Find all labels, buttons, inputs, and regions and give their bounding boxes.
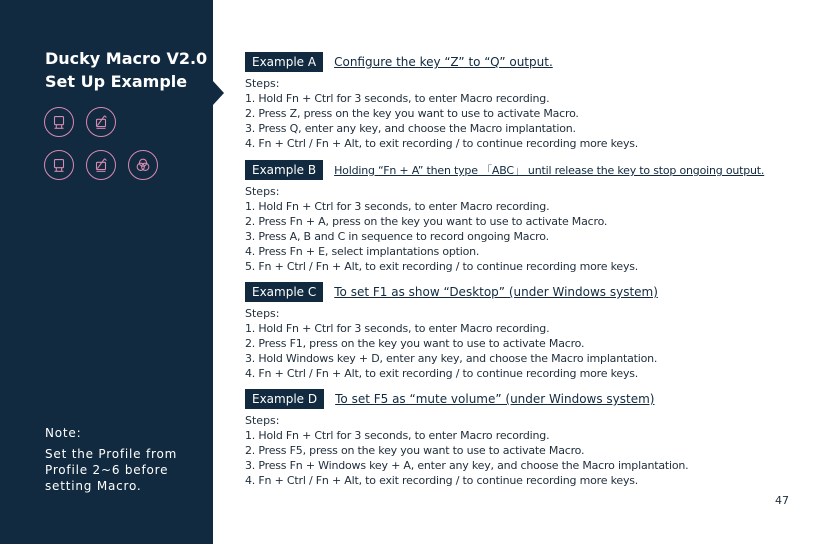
example-title: Holding “Fn + A” then type 「ABC」 until release the key to stop ongoing output. (334, 164, 765, 177)
steps-label: Steps: (245, 414, 280, 427)
step: 2. Press Fn + A, press on the key you want to use to activate Macro. (245, 215, 608, 228)
steps-label: Steps: (245, 77, 280, 90)
icon-row-2 (44, 150, 158, 180)
step: 2. Press Z, press on the key you want to use to activate Macro. (245, 107, 579, 120)
steps-label: Steps: (245, 185, 280, 198)
step: 1. Hold Fn + Ctrl for 3 seconds, to enter Macro recording. (245, 429, 550, 442)
example-title: To set F5 as “mute volume” (under Windows system) (335, 392, 655, 406)
color-circles-icon (128, 150, 158, 180)
step: 4. Press Fn + E, select implantations option. (245, 245, 480, 258)
note-line: Set the Profile from (45, 447, 178, 461)
note-line: setting Macro. (45, 479, 142, 493)
step: 3. Press Q, enter any key, and choose the Macro implantation. (245, 122, 576, 135)
pen-keycap-icon (86, 150, 116, 180)
note-title: Note: (45, 426, 82, 440)
step: 3. Press A, B and C in sequence to record ongoing Macro. (245, 230, 549, 243)
steps-list (245, 321, 658, 381)
example-b (245, 160, 764, 274)
title-line-1: Ducky Macro V2.0 (45, 49, 208, 68)
example-title: Configure the key “Z” to “Q” output. (334, 55, 553, 69)
icon-row-1 (44, 107, 116, 137)
page-number: 47 (775, 494, 789, 507)
title-line-2: Set Up Example (45, 72, 188, 91)
sidebar (0, 0, 213, 544)
example-label: Example C (245, 282, 323, 302)
step: 3. Hold Windows key + D, enter any key, and choose the Macro implantation. (245, 352, 658, 365)
example-title: To set F1 as show “Desktop” (under Windows system) (334, 285, 658, 299)
example-c (245, 282, 658, 381)
page-title (45, 47, 207, 93)
step: 4. Fn + Ctrl / Fn + Alt, to exit recording / to continue recording more keys. (245, 137, 639, 150)
keycap-icon (44, 150, 74, 180)
step: 2. Press F5, press on the key you want to use to activate Macro. (245, 444, 585, 457)
note (45, 425, 205, 494)
step: 5. Fn + Ctrl / Fn + Alt, to exit recording / to continue recording more keys. (245, 260, 639, 273)
step: 3. Press Fn + Windows key + A, enter any key, and choose the Macro implantation. (245, 459, 689, 472)
step: 4. Fn + Ctrl / Fn + Alt, to exit recording / to continue recording more keys. (245, 474, 639, 487)
steps-list (245, 91, 638, 151)
note-text (45, 446, 205, 494)
step: 4. Fn + Ctrl / Fn + Alt, to exit recording / to continue recording more keys. (245, 367, 639, 380)
note-line: Profile 2~6 before (45, 463, 169, 477)
steps-list (245, 428, 688, 488)
step: 1. Hold Fn + Ctrl for 3 seconds, to enter Macro recording. (245, 92, 550, 105)
example-label: Example A (245, 52, 323, 72)
steps-list (245, 199, 764, 274)
pen-keycap-icon (86, 107, 116, 137)
example-d (245, 389, 688, 488)
example-a (245, 52, 638, 151)
example-label: Example B (245, 160, 323, 180)
example-label: Example D (245, 389, 324, 409)
keycap-icon (44, 107, 74, 137)
step: 1. Hold Fn + Ctrl for 3 seconds, to enter Macro recording. (245, 322, 550, 335)
steps-label: Steps: (245, 307, 280, 320)
step: 2. Press F1, press on the key you want to use to activate Macro. (245, 337, 585, 350)
step: 1. Hold Fn + Ctrl for 3 seconds, to enter Macro recording. (245, 200, 550, 213)
sidebar-arrow (213, 81, 224, 105)
